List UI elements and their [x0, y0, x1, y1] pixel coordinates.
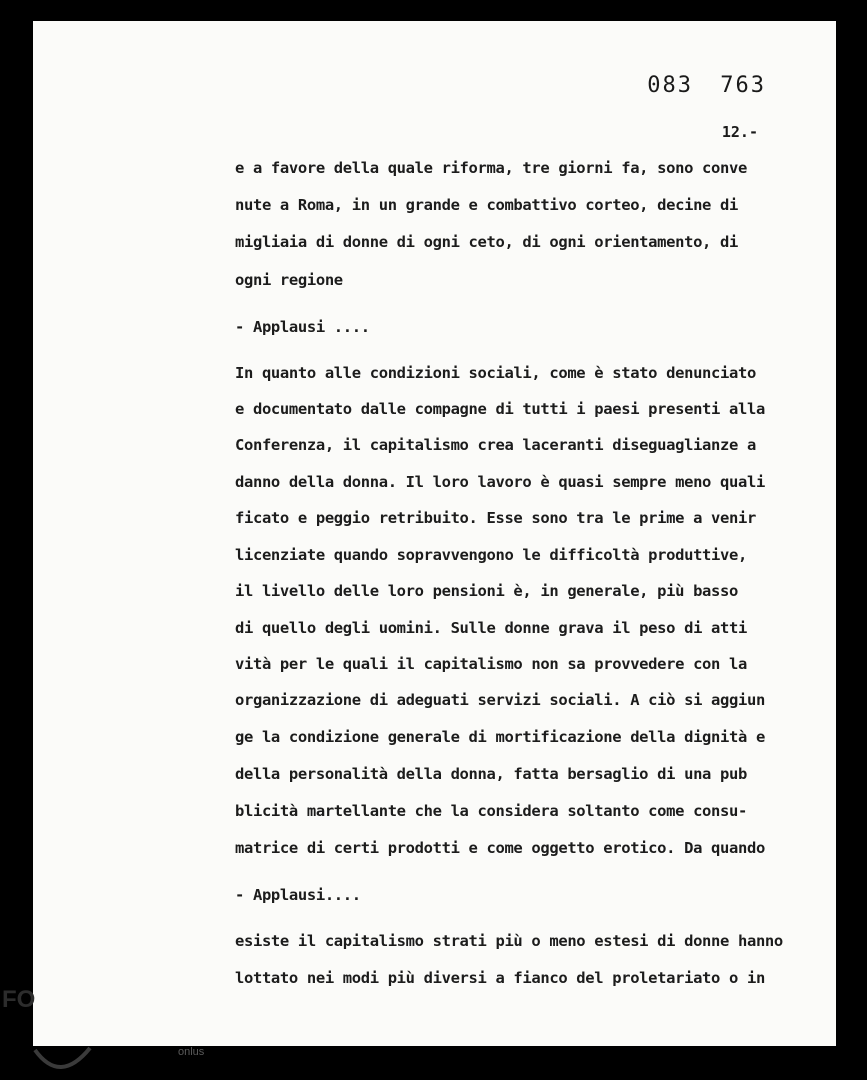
text-line: Conferenza, il capitalismo crea laceranti diseguaglianze a	[235, 436, 756, 454]
text-line: di quello degli uomini. Sulle donne grava il peso di atti	[235, 619, 747, 637]
text-line: e a favore della quale riforma, tre giorni fa, sono conve	[235, 159, 747, 177]
text-line: nute a Roma, in un grande e combattivo corteo, decine di	[235, 196, 738, 214]
text-line: organizzazione di adeguati servizi sociali. A ciò si aggiun	[235, 691, 765, 709]
document-number: 083 763	[647, 73, 766, 98]
text-line: licenziate quando sopravvengono le difficoltà produttive,	[235, 546, 747, 564]
watermark-text: onlus	[178, 1046, 205, 1058]
text-line: In quanto alle condizioni sociali, come è stato denunciato	[235, 364, 756, 382]
text-line: ge la condizione generale di mortificazione della dignità e	[235, 728, 765, 746]
text-line: blicità martellante che la considera soltanto come consu-	[235, 802, 747, 820]
applause-note: - Applausi....	[235, 886, 361, 904]
watermark-logo-icon	[30, 1040, 100, 1080]
text-line: esiste il capitalismo strati più o meno estesi di donne hanno	[235, 932, 783, 950]
text-line: migliaia di donne di ogni ceto, di ogni orientamento, di	[235, 233, 738, 251]
document-page	[33, 21, 836, 1046]
page-number: 12.-	[721, 123, 758, 141]
text-line: matrice di certi prodotti e come oggetto erotico. Da quando	[235, 839, 765, 857]
text-line: il livello delle loro pensioni è, in generale, più basso	[235, 582, 738, 600]
text-line: danno della donna. Il loro lavoro è quasi sempre meno quali	[235, 473, 765, 491]
text-line: vità per le quali il capitalismo non sa provvedere con la	[235, 655, 747, 673]
text-line: della personalità della donna, fatta bersaglio di una pub	[235, 765, 747, 783]
text-line: ogni regione	[235, 271, 343, 289]
applause-note: - Applausi ....	[235, 318, 370, 336]
text-line: ficato e peggio retribuito. Esse sono tra le prime a venir	[235, 509, 756, 527]
text-line: e documentato dalle compagne di tutti i paesi presenti alla	[235, 400, 765, 418]
watermark-logo-text: FO	[2, 986, 36, 1013]
text-line: lottato nei modi più diversi a fianco del proletariato o in	[235, 969, 765, 987]
